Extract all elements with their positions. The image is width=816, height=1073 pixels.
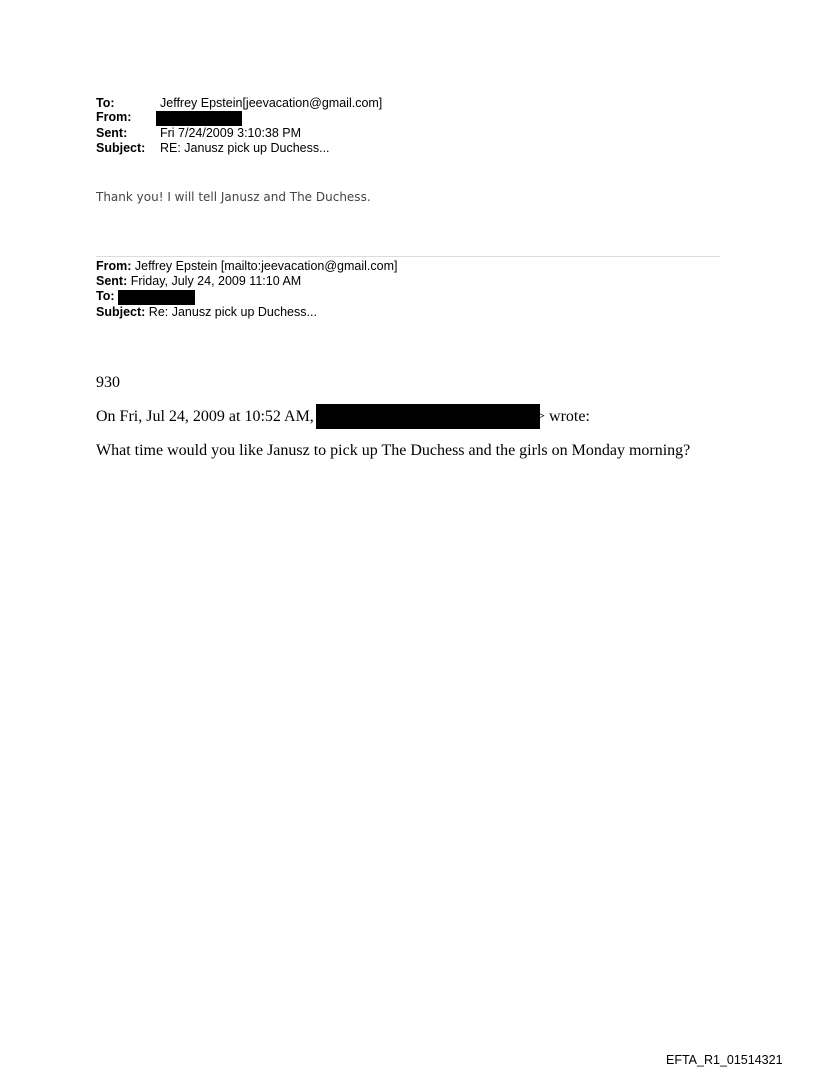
quoted-sent-value: Friday, July 24, 2009 11:10 AM: [127, 274, 302, 288]
to-value: Jeffrey Epstein[jeevacation@gmail.com]: [160, 96, 383, 110]
quoted-subject-value: Re: Janusz pick up Duchess...: [145, 305, 317, 319]
sent-value: Fri 7/24/2009 3:10:38 PM: [160, 126, 302, 140]
redaction-block: [118, 290, 195, 305]
from-label: From:: [96, 110, 132, 124]
quoted-from-value: Jeffrey Epstein [mailto:jeevacation@gmail.com]: [131, 259, 398, 273]
quoted-subject-label: Subject:: [96, 305, 146, 319]
subject-label: Subject:: [96, 141, 146, 155]
redaction-block: [156, 111, 242, 126]
question-text: What time would you like Janusz to pick up The Duchess and the girls on Monday morning?: [96, 442, 691, 459]
reply-text: Thank you! I will tell Janusz and The Duchess.: [96, 190, 371, 204]
quoted-from-line: [96, 260, 397, 273]
on-line-suffix: > wrote:: [536, 408, 590, 425]
quoted-subject-line: [96, 306, 317, 319]
quoted-to-line: [96, 290, 115, 303]
quoted-header: [96, 260, 516, 322]
sent-label: Sent:: [96, 126, 128, 140]
redaction-block: [316, 404, 540, 429]
document-id: EFTA_R1_01514321: [666, 1053, 783, 1067]
quoted-from-label: From:: [96, 259, 132, 273]
quoted-sent-line: [96, 275, 301, 288]
quoted-to-label: To:: [96, 289, 115, 303]
divider: [96, 256, 720, 257]
on-line-prefix: On Fri, Jul 24, 2009 at 10:52 AM,: [96, 408, 314, 425]
to-label: To:: [96, 96, 115, 110]
subject-value: RE: Janusz pick up Duchess...: [160, 141, 330, 155]
answer-text: 930: [96, 374, 120, 391]
email-header: [96, 97, 496, 157]
quoted-sent-label: Sent:: [96, 274, 128, 288]
